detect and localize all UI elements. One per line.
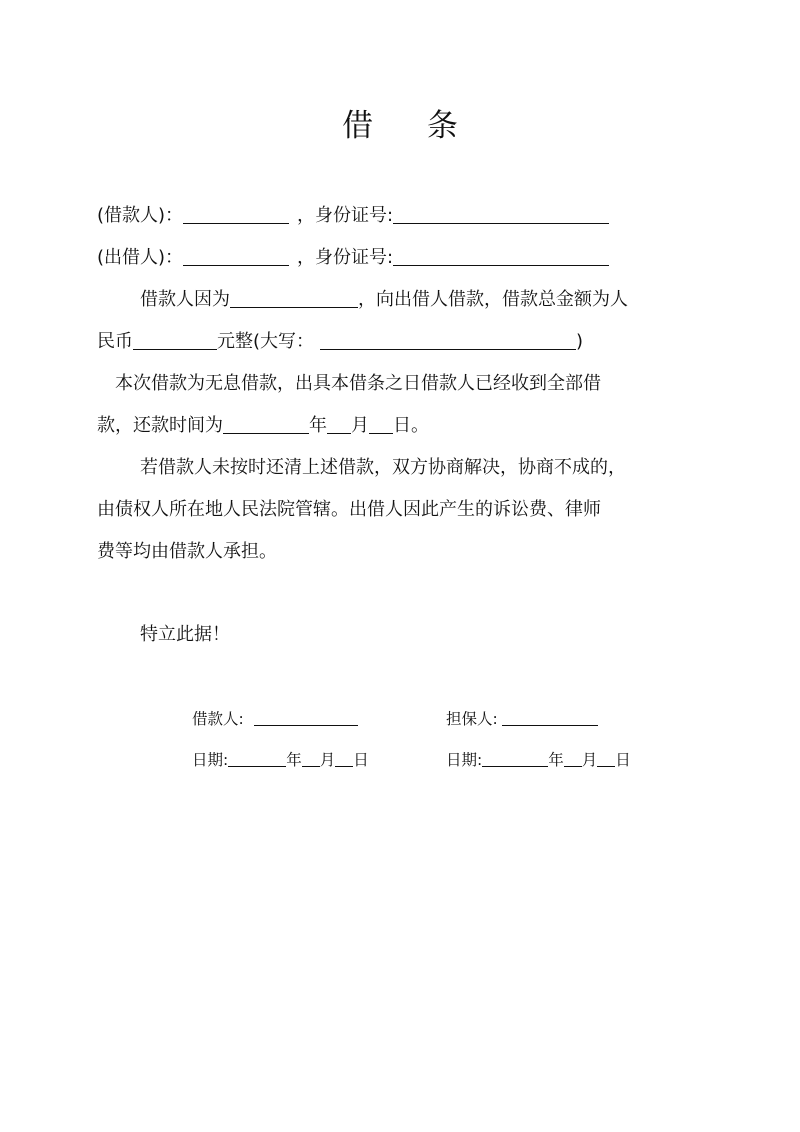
borrower-id-label: ，身份证号: <box>297 205 394 226</box>
guarantor-signature-label: 担保人: <box>446 710 498 728</box>
reason-blank[interactable] <box>230 287 358 308</box>
borrower-label: (借款人)： <box>97 205 184 226</box>
amount-blank[interactable] <box>133 329 217 350</box>
repay-year-label: 年 <box>309 415 327 436</box>
dispute-text-3: 费等均由借款人承担。 <box>97 541 277 562</box>
amount-words-close: ) <box>576 331 584 352</box>
borrower-name-blank[interactable] <box>183 203 289 224</box>
interest-free-text: 本次借款为无息借款，出具本借条之日借款人已经收到全部借 <box>115 373 601 394</box>
borrower-signature <box>192 708 358 730</box>
borrower-signature-label: 借款人: <box>192 710 244 728</box>
guarantor-date-day-label: 日 <box>615 751 631 769</box>
repay-day-label: 日。 <box>393 415 429 436</box>
repay-year-blank[interactable] <box>223 413 309 434</box>
guarantor-date-month-blank[interactable] <box>564 749 582 767</box>
closing-line <box>140 622 230 648</box>
borrower-date-label: 日期: <box>192 751 229 769</box>
lender-label: (出借人)： <box>97 247 184 268</box>
borrower-date-month-blank[interactable] <box>302 749 320 767</box>
amount-words-blank[interactable] <box>320 329 576 350</box>
guarantor-date-month-label: 月 <box>581 751 598 769</box>
amount-words-label: 元整(大写： <box>217 331 315 352</box>
borrower-date-year-label: 年 <box>286 751 302 769</box>
guarantor-signature <box>446 708 598 730</box>
guarantor-date-year-blank[interactable] <box>482 749 548 767</box>
lender-line <box>97 245 609 271</box>
paragraph-1-line-2 <box>97 329 583 355</box>
repay-day-blank[interactable] <box>369 413 393 434</box>
borrower-id-blank[interactable] <box>393 203 609 224</box>
paragraph-3-line-1 <box>140 455 626 481</box>
reason-label: 借款人因为 <box>140 289 230 310</box>
dispute-text-1: 若借款人未按时还清上述借款，双方协商解决，协商不成的， <box>140 457 626 478</box>
borrower-date-month-label: 月 <box>319 751 336 769</box>
paragraph-2-line-2 <box>97 413 429 439</box>
paragraph-3-line-3 <box>97 539 277 565</box>
borrower-date-day-blank[interactable] <box>335 749 353 767</box>
closing-text: 特立此据！ <box>140 624 230 645</box>
borrower-signature-blank[interactable] <box>254 708 358 726</box>
paragraph-2-line-1 <box>115 371 601 397</box>
lender-id-blank[interactable] <box>393 245 609 266</box>
dispute-text-2: 由债权人所在地人民法院管辖。出借人因此产生的诉讼费、律师 <box>97 499 601 520</box>
document-title: 借 条 <box>342 108 480 144</box>
lender-id-label: ，身份证号: <box>297 247 394 268</box>
repayment-label: 款，还款时间为 <box>97 415 223 436</box>
lender-name-blank[interactable] <box>183 245 289 266</box>
borrower-date-day-label: 日 <box>353 751 369 769</box>
guarantor-date-label: 日期: <box>446 751 483 769</box>
repay-month-blank[interactable] <box>327 413 351 434</box>
guarantor-date-day-blank[interactable] <box>597 749 615 767</box>
amount-intro: ，向出借人借款，借款总金额为人 <box>358 289 628 310</box>
currency-label: 民币 <box>97 331 133 352</box>
repay-month-label: 月 <box>351 415 369 436</box>
borrower-date <box>192 749 369 771</box>
borrower-line <box>97 203 609 229</box>
paragraph-3-line-2 <box>97 497 601 523</box>
guarantor-date-year-label: 年 <box>548 751 564 769</box>
borrower-date-year-blank[interactable] <box>228 749 286 767</box>
paragraph-1-line-1 <box>140 287 628 313</box>
guarantor-date <box>446 749 631 771</box>
guarantor-signature-blank[interactable] <box>502 708 598 726</box>
